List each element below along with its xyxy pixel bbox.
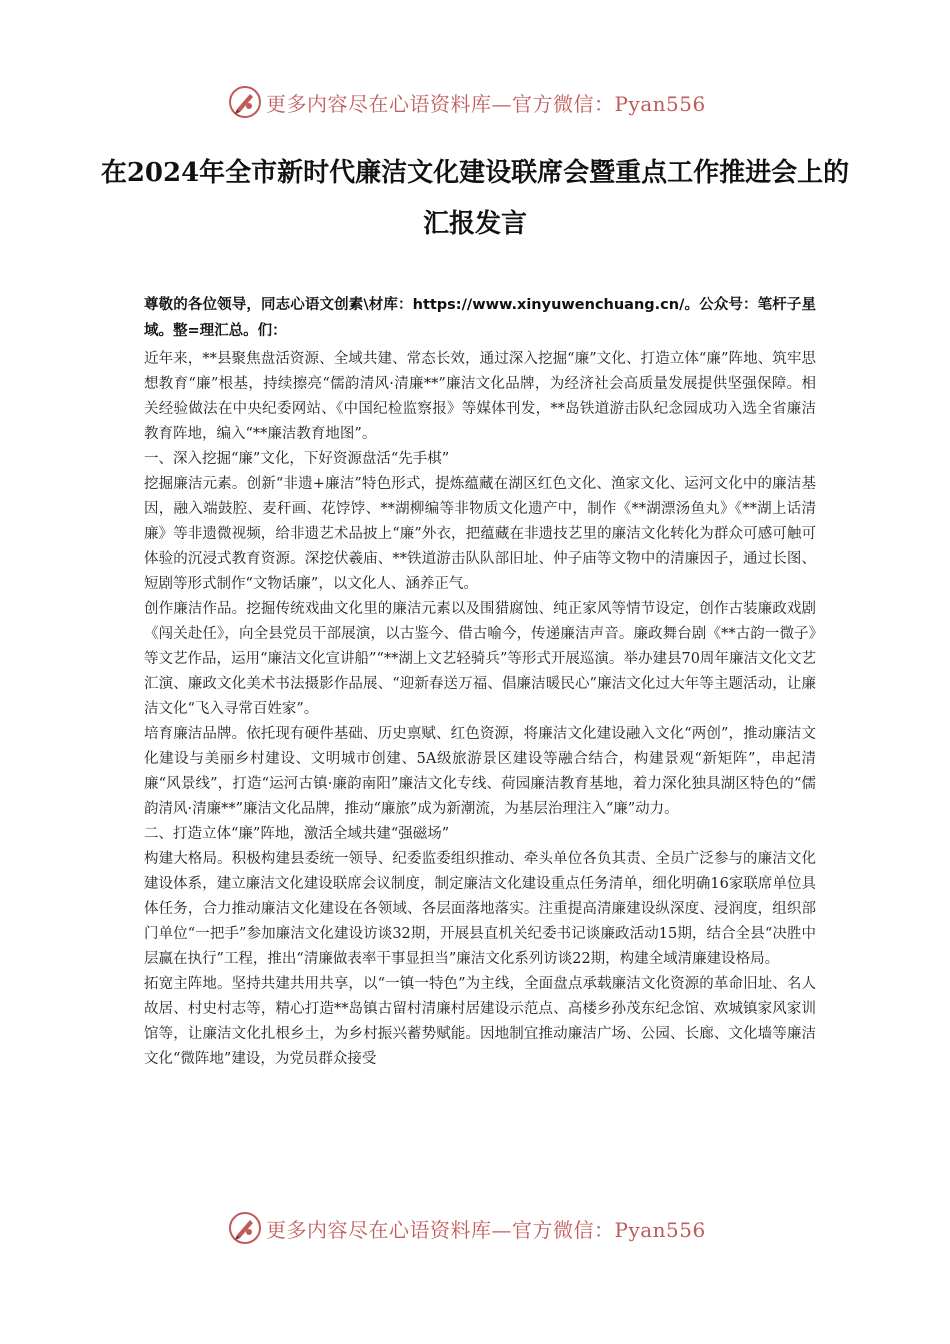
section-heading-2: 二、打造立体“廉”阵地，激活全域共建“强磁场” [144, 826, 450, 842]
paragraph-intro: 近年来，**县聚焦盘活资源、全域共建、常态长效，通过深入挖掘“廉”文化、打造立体“廉”阵地、筑牢思想教育“廉”根基，持续擦亮“儒韵清风·清廉**”廉洁文化品牌，为经济社会高质量发展提供坚强保障。相关经验做法在中央纪委网站、《中国纪检监察报》等媒体刊发，**岛铁道游击队纪念园成功入选全省廉洁教育阵地，编入“**廉洁教育地图”。 [144, 351, 816, 442]
document-title: 在2024年全市新时代廉洁文化建设联席会暨重点工作推进会上的汇报发言 [100, 158, 850, 239]
pen-logo-icon [228, 1211, 262, 1245]
banner-text: 更多内容尽在心语资料库—官方微信：Pyan556 [266, 91, 706, 116]
paragraph: 构建大格局。积极构建县委统一领导、纪委监委组织推动、牵头单位各负其责、全员广泛参与的廉洁文化建设体系，建立廉洁文化建设联席会议制度，制定廉洁文化建设重点任务清单，细化明确16家联席单位具体任务，合力推动廉洁文化建设在各领域、各层面落地落实。注重提高清廉建设纵深度、浸润度，组织部门单位“一把手”参加廉洁文化建设访谈32期，开展县直机关纪委书记谈廉政活动15期，结合全县“决胜中层赢在执行”工程，推出“清廉做表率干事显担当”廉洁文化系列访谈22期，构建全域清廉建设格局。 [144, 851, 816, 967]
header-banner[interactable] [228, 84, 706, 120]
section-heading-1: 一、深入挖掘“廉”文化，下好资源盘活“先手棋” [144, 451, 450, 467]
paragraph: 创作廉洁作品。挖掘传统戏曲文化里的廉洁元素以及围猎腐蚀、纯正家风等情节设定，创作古装廉政戏剧《闯关赴任》，向全县党员干部展演，以古鉴今、借古喻今，传递廉洁声音。廉政舞台剧《**古韵一微子》等文艺作品，运用“廉洁文化宣讲船”“**湖上文艺轻骑兵”等形式开展巡演。举办建县70周年廉洁文化文艺汇演、廉政文化美术书法摄影作品展、“迎新春送万福、倡廉洁暖民心”廉洁文化过大年等主题活动，让廉洁文化“飞入寻常百姓家”。 [144, 601, 816, 717]
salutation: 尊敬的各位领导，同志心语文创素\材库：https://www.xinyuwenchuang.cn/。公众号：笔杆子星域。整=理汇总。们： [144, 297, 816, 339]
document-body [144, 292, 816, 1072]
paragraph: 挖掘廉洁元素。创新“非遗+廉洁”特色形式，提炼蕴藏在湖区红色文化、渔家文化、运河文化中的廉洁基因，融入端鼓腔、麦秆画、花饽饽、**湖柳编等非物质文化遗产中，制作《**湖漂汤鱼丸》《**湖上话清廉》等非遗微视频，给非遗艺术品披上“廉”外衣，把蕴藏在非遗技艺里的廉洁文化转化为群众可感可触可体验的沉浸式教育资源。深挖伏羲庙、**铁道游击队队部旧址、仲子庙等文物中的清廉因子，通过长图、短剧等形式制作“文物话廉”，以文化人、涵养正气。 [144, 476, 816, 592]
banner-text: 更多内容尽在心语资料库—官方微信：Pyan556 [266, 1217, 706, 1242]
paragraph: 拓宽主阵地。坚持共建共用共享，以“一镇一特色”为主线，全面盘点承载廉洁文化资源的革命旧址、名人故居、村史村志等，精心打造**岛镇古留村清廉村居建设示范点、高楼乡孙茂东纪念馆、欢城镇家风家训馆等，让廉洁文化扎根乡土，为乡村振兴蓄势赋能。因地制宜推动廉洁广场、公园、长廊、文化墙等廉洁文化“微阵地”建设，为党员群众接受 [144, 976, 816, 1067]
footer-banner[interactable] [228, 1210, 706, 1246]
paragraph: 培育廉洁品牌。依托现有硬件基础、历史禀赋、红色资源，将廉洁文化建设融入文化“两创”，推动廉洁文化建设与美丽乡村建设、文明城市创建、5A级旅游景区建设等融合结合，构建景观“新矩阵”，串起清廉“风景线”，打造“运河古镇·廉韵南阳”廉洁文化专线、荷园廉洁教育基地，着力深化独具湖区特色的“儒韵清风·清廉**”廉洁文化品牌，推动“廉旅”成为新潮流，为基层治理注入“廉”动力。 [144, 726, 816, 817]
pen-logo-icon [228, 85, 262, 119]
